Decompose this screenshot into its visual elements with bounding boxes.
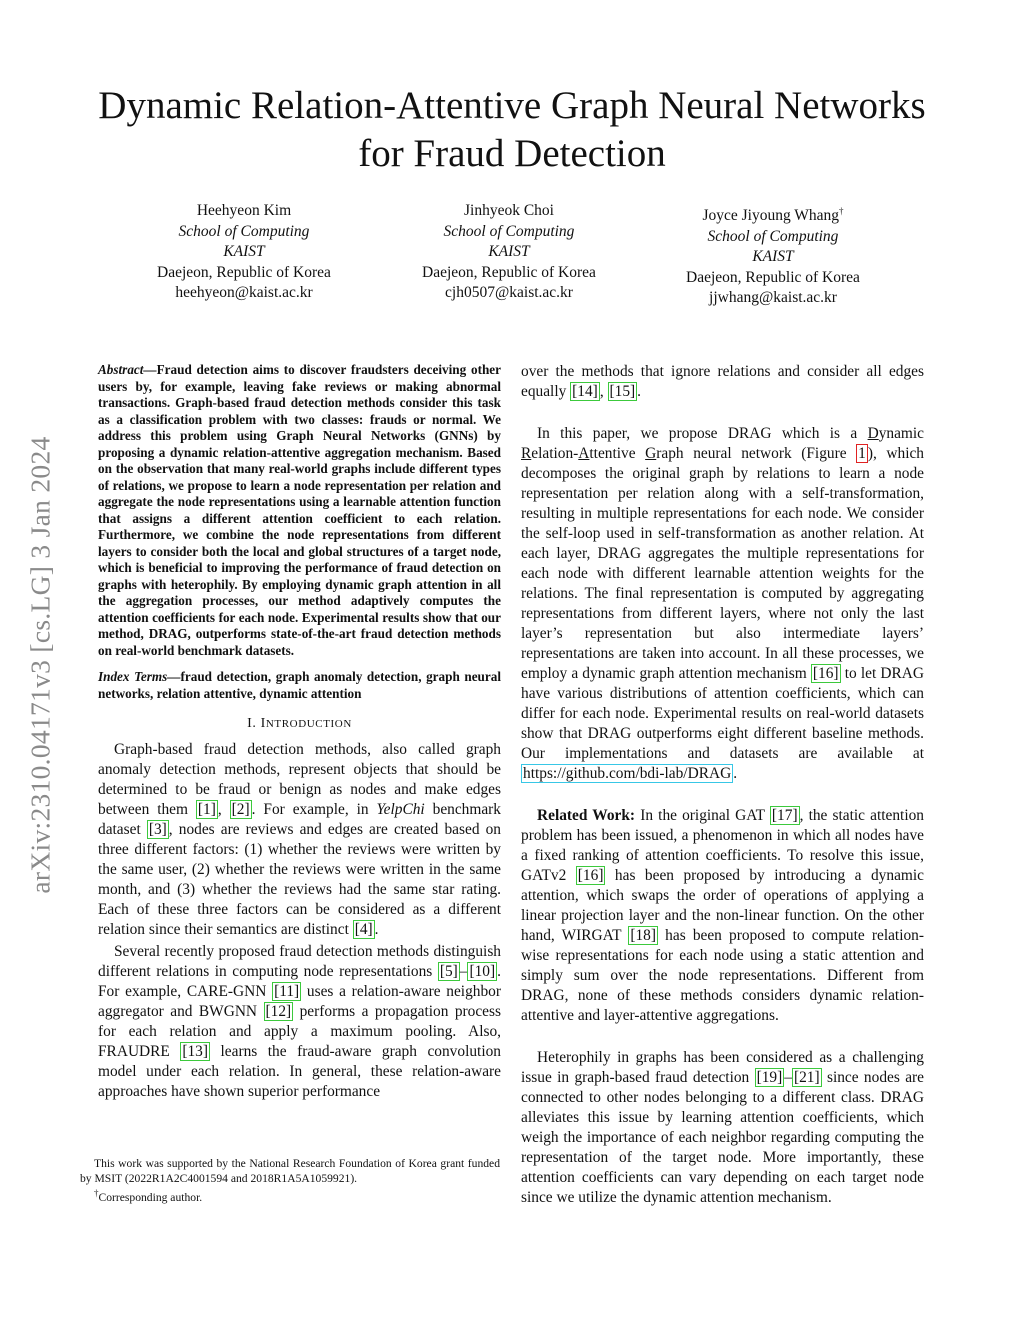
text-span: , the static attention problem has been issued, a phenomenon in which all nodes have a fixed ranking of attention coefficients. To resolve this issue, GATv2 — [521, 807, 924, 884]
author-institution: KAIST — [752, 248, 794, 266]
text-span: ), which decomposes the original graph by relations to learn a node representation per relation along with a self-transformation, resulting in multiple representations for each node. We consider the self-loop used in self-transformation as another relation. At each layer, DRAG aggregates the multiple representations for each node with different learnable attention weights for the relations. The final representation is computed by aggregating representations from different layers, where not only the last layer’s representation but also intermediate layers’ representations are taken into account. In all these processes, we employ a dynamic graph attention mechanism — [521, 445, 924, 682]
corresponding-footnote — [80, 1186, 500, 1205]
author-institution: KAIST — [223, 243, 265, 260]
section-first-letter: I — [260, 716, 266, 731]
author-affiliation: School of Computing — [178, 222, 310, 240]
text-span: – — [459, 963, 468, 980]
citation-link[interactable]: [16] — [812, 665, 839, 682]
author-location: Daejeon, Republic of Korea — [686, 268, 860, 286]
footnotes — [80, 1157, 500, 1205]
citation-link[interactable]: [14] — [572, 383, 598, 400]
citation-link[interactable]: [3] — [148, 821, 167, 838]
abstract — [98, 362, 501, 659]
text-span: . For example, in — [251, 801, 377, 818]
text-span: since nodes are connected to other nodes belonging to a different class. DRAG alleviates this issue by learning attention coefficients, which weigh the importance of each neighbor regarding computing the representation of the target node. More importantly, these attention coefficients can vary depending on each target node since we utilize the dynamic attention mechanism. — [521, 1069, 924, 1206]
paper-title — [40, 82, 984, 178]
author-location: Daejeon, Republic of Korea — [422, 263, 596, 281]
text-span: Heterophily in graphs has been considered as a challenging issue in graph-based fraud detection — [521, 1049, 924, 1086]
acronym-letter: R — [521, 445, 532, 462]
author-block — [0, 201, 1024, 311]
text-span: , — [217, 801, 230, 818]
repository-url-link[interactable]: https://github.com/bdi-lab/DRAG — [523, 765, 732, 782]
text-span: to let DRAG have various distributions of attention coefficients, which can differ for each node. Experimental results on real-world datasets show that DRAG outperforms eight different baseline methods. Our implementations and datasets are available at — [521, 665, 924, 762]
abstract-text: Fraud detection aims to discover fraudsters deceiving other users by, for example, leaving fake reviews or making abnormal transactions. Graph-based fraud detection methods consider this task as a classification problem with two classes: frauds or normal. We address this problem using Graph Neural Networks (GNNs) by proposing a dynamic relation-attentive aggregation mechanism. Based on the observation that many real-world graphs include different types of relations, we propose to learn a node representation per relation and aggregate the node representations using a learnable attention function that assigns a different attention coefficient to each relation. Furthermore, we combine the node representations from different layers to consider both the local and global structures of a target node, which is beneficial to improving the performance of fraud detection on graphs with heterophily. By employing dynamic graph attention in all the aggregation processes, our method adaptively computes the attention coefficients for each node. Experimental results show that our method, DRAG, outperforms state-of-the-art fraud detection methods on real-world benchmark datasets. — [98, 362, 501, 658]
citation-link[interactable]: [4] — [354, 921, 373, 938]
related-work-label: Related Work: — [537, 807, 636, 824]
citation-link[interactable]: [5] — [439, 963, 458, 980]
citation-link[interactable]: [18] — [630, 927, 657, 944]
text-span: ttentive — [589, 445, 646, 462]
index-terms-text: fraud detection, graph anomaly detection, graph neural networks, relation attentive, dynamic attention — [98, 669, 501, 701]
author-2 — [379, 201, 639, 304]
section-heading-introduction — [98, 716, 501, 732]
acronym-letter: G — [645, 445, 657, 462]
text-span: uses a relation-aware neighbor aggregator and BWGNN — [98, 983, 501, 1020]
text-span: Corresponding author. — [98, 1190, 203, 1204]
author-1 — [114, 201, 374, 304]
corresponding-mark: † — [839, 206, 844, 216]
left-column — [98, 362, 501, 1102]
citation-link[interactable]: [19] — [756, 1069, 783, 1086]
related-work-paragraph — [521, 806, 924, 1026]
text-span: – — [784, 1069, 792, 1086]
intro-paragraph-2 — [98, 942, 501, 1102]
figure-reference-link[interactable]: 1 — [858, 445, 866, 462]
author-affiliation: School of Computing — [443, 222, 575, 240]
acronym-letter: D — [867, 425, 879, 442]
citation-link[interactable]: [17] — [771, 807, 798, 824]
text-span: learns the fraud-aware graph convolution model under each relation. In general, these relation-aware approaches have shown superior performance — [98, 1043, 501, 1100]
author-institution: KAIST — [488, 243, 530, 260]
author-name: Joyce Jiyoung Whang — [702, 207, 840, 225]
citation-link[interactable]: [21] — [793, 1069, 820, 1086]
text-span: raph neural network (Figure — [656, 445, 857, 462]
title-line-1: Dynamic Relation-Attentive Graph Neural Networks — [98, 84, 926, 127]
funding-footnote: This work was supported by the National Research Foundation of Korea grant funded by MSIT (2022R1A2C4001594 and 2018R1A5A1059921). — [80, 1157, 500, 1185]
text-span: . For example, CARE-GNN — [98, 963, 501, 1000]
text-span: Several recently proposed fraud detection methods distinguish different relations in computing node representations — [98, 943, 501, 980]
text-span: elation- — [531, 445, 579, 462]
text-span: , — [599, 383, 608, 400]
text-span: In this paper, we propose DRAG which is a — [537, 425, 868, 442]
dataset-name: YelpChi — [376, 801, 425, 818]
citation-link[interactable]: [1] — [197, 801, 216, 818]
intro-paragraph-4 — [521, 424, 924, 784]
text-span: , nodes are reviews and edges are created based on three different factors: (1) whether the reviews were written by the same user, (2) whether the reviews were written in the same month, and (3) whether the reviews had the same star rating. Each of these three factors can be considered as a different relation since their semantics are distinct — [98, 821, 501, 938]
citation-link[interactable]: [15] — [609, 383, 636, 400]
footnote-mark: † — [94, 1188, 99, 1198]
text-span: benchmark dataset — [98, 801, 502, 838]
citation-link[interactable]: [13] — [182, 1043, 208, 1060]
text-span: ynamic — [878, 425, 924, 442]
section-title-rest: NTRODUCTION — [265, 718, 352, 730]
intro-paragraph-1 — [98, 740, 501, 940]
author-email: heehyeon@kaist.ac.kr — [175, 284, 313, 301]
text-span: has been proposed by introducing a dynamic attention, which swaps the order of operations of applying a linear projection layer and the non-linear function. On the other hand, WIRGAT — [521, 867, 924, 944]
citation-link[interactable]: [12] — [265, 1003, 292, 1020]
author-location: Daejeon, Republic of Korea — [157, 263, 331, 281]
index-terms-label: Index Terms— — [98, 669, 181, 684]
right-column — [521, 362, 924, 1208]
section-number: I. — [247, 716, 257, 731]
text-span: has been proposed to compute relation-wise representations for each node using a static attention and simply sum over the node representations. Different from DRAG, none of these methods considers dynamic relation-attentive and layer-attentive aggregations. — [521, 927, 924, 1024]
acronym-letter: A — [578, 445, 590, 462]
citation-link[interactable]: [2] — [231, 801, 250, 818]
author-email: cjh0507@kaist.ac.kr — [445, 284, 573, 301]
citation-link[interactable]: [11] — [274, 983, 300, 1000]
text-span: . — [637, 383, 642, 400]
citation-link[interactable]: [16] — [577, 867, 604, 884]
intro-paragraph-3 — [521, 362, 924, 402]
arxiv-stamp-text: arXiv:2310.04171v3 [cs.LG] 3 Jan 2024 — [25, 435, 56, 894]
text-span: Graph-based fraud detection methods, also called graph anomaly detection methods, represent objects that should be determined to be fraud or benign as nodes and make edges between them — [98, 741, 501, 818]
heterophily-paragraph — [521, 1048, 924, 1208]
text-span: In the original GAT — [635, 807, 770, 824]
text-span: . — [733, 765, 738, 782]
author-3 — [643, 201, 903, 309]
title-line-2: for Fraud Detection — [358, 132, 666, 175]
text-span: . — [374, 921, 379, 938]
abstract-label: Abstract— — [98, 362, 157, 377]
author-name: Jinhyeok Choi — [464, 202, 554, 219]
author-affiliation: School of Computing — [707, 227, 839, 245]
author-email: jjwhang@kaist.ac.kr — [709, 289, 837, 307]
text-span: over the methods that ignore relations and consider all edges equally — [521, 363, 924, 400]
text-span: performs a propagation process for each relation and apply a maximum pooling. Also, FRAUDRE — [98, 1003, 501, 1060]
citation-link[interactable]: [10] — [469, 963, 496, 980]
arxiv-stamp — [26, 372, 56, 957]
author-name: Heehyeon Kim — [196, 202, 292, 219]
index-terms — [98, 669, 501, 702]
author-name-row — [643, 201, 903, 227]
